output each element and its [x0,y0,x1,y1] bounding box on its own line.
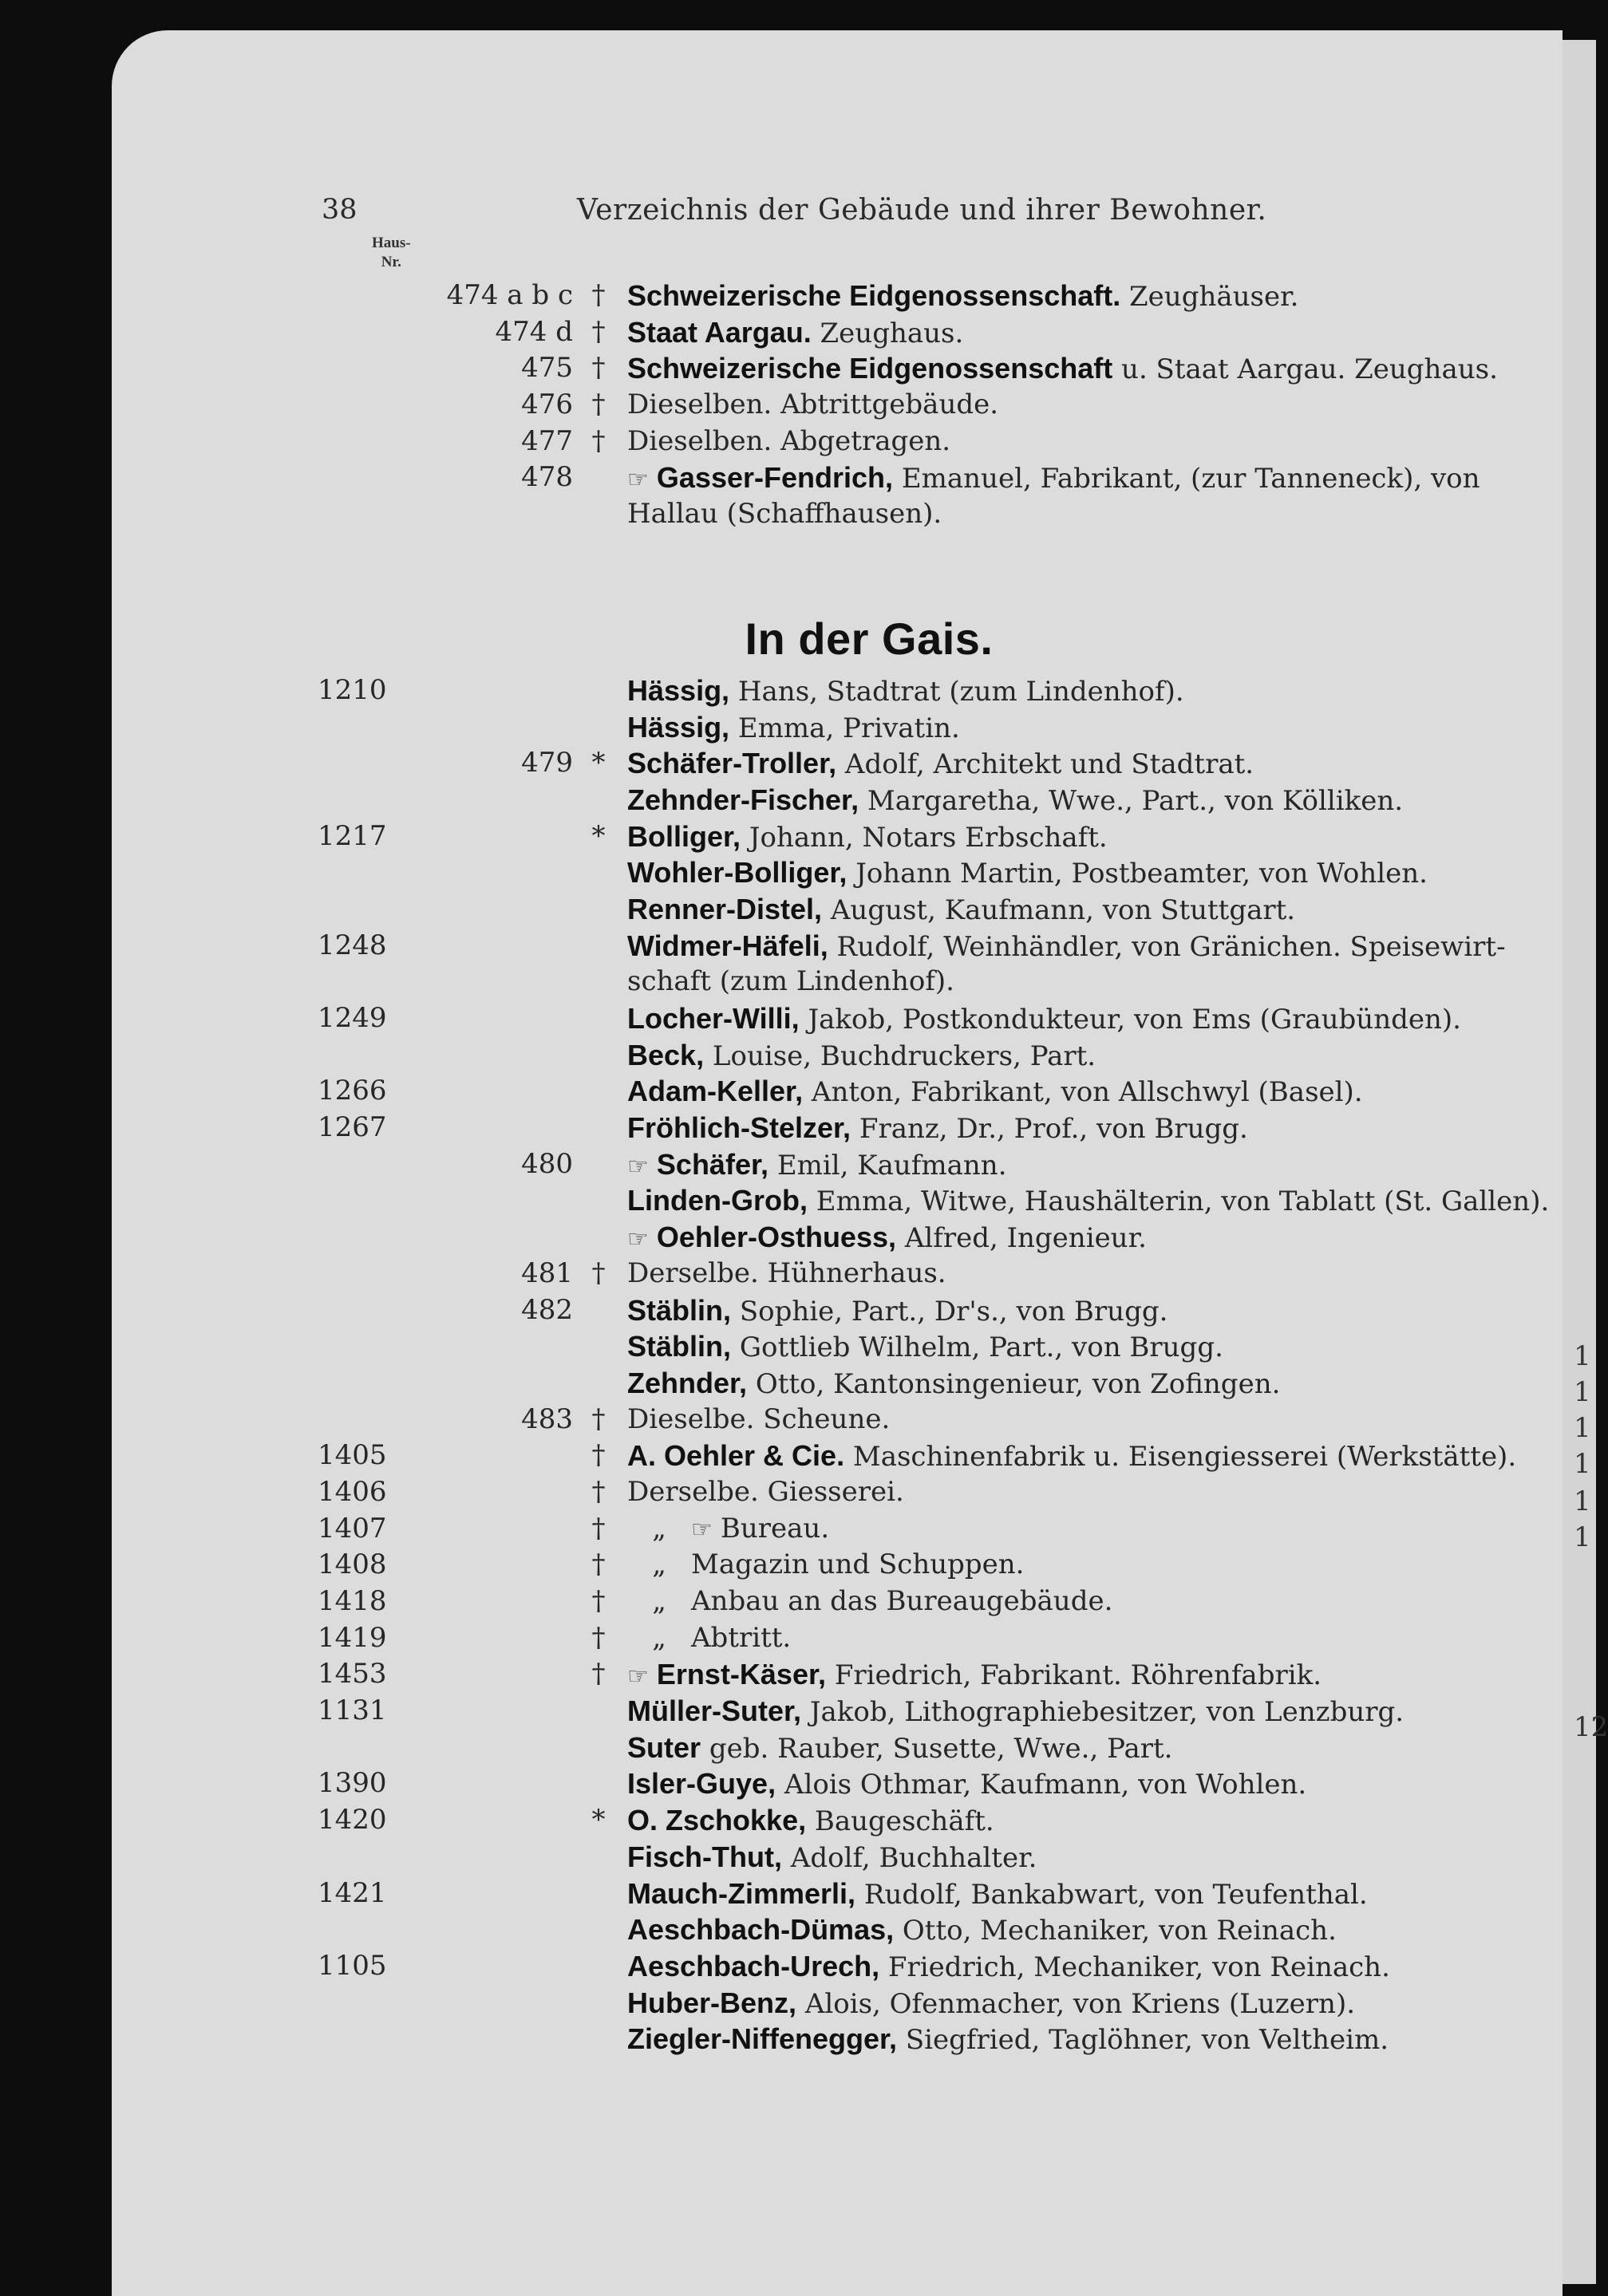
entry-text [627,496,1559,533]
entry-details: Abtritt. [691,1621,792,1654]
gais-entry-row [112,1985,1563,2022]
resident-name: A. Oehler & Cie. [627,1439,845,1473]
resident-name: Müller-Suter, [627,1694,802,1728]
building-number: 1421 [318,1876,387,1909]
dagger-mark: † [591,1658,606,1690]
entry-details: Sophie, Part., Dr's., von Brugg. [739,1295,1168,1327]
entry-text [627,709,1559,748]
entry-text [627,1182,1559,1221]
gais-entry-row [112,709,1563,746]
entry-details: Alfred, Ingenieur. [904,1222,1147,1255]
gais-entry-row [112,1110,1563,1146]
dagger-mark: † [591,1475,606,1508]
gais-entry-row [112,1839,1563,1876]
entry-text [627,928,1559,966]
entry-details: August, Kaufmann, von Stuttgart. [830,894,1296,926]
building-number: 1420 [318,1804,387,1836]
resident-name: Oehler-Osthuess, [656,1221,896,1254]
entry-text [627,1438,1559,1476]
resident-name: Schweizerische Eidgenossenschaft [627,352,1113,385]
resident-name: Fisch-Thut, [627,1840,782,1873]
entry-details: Dieselben. Abgetragen. [627,424,951,457]
next-page-digit: 1 [1574,1376,1591,1408]
entry-details: Adolf, Architekt und Stadtrat. [844,748,1254,781]
resident-name: Widmer-Häfeli, [627,929,828,962]
next-page-digit: 12 [1574,1711,1608,1743]
gais-entry-row [112,854,1563,891]
top-entry-row [112,350,1563,387]
resident-name: Adam-Keller, [627,1075,804,1108]
entry-details: Emil, Kaufmann. [776,1149,1007,1182]
building-number: 1105 [318,1949,387,1982]
house-number: 474 a b c [446,279,573,311]
entry-text [627,1620,1559,1657]
entry-details: Alois Othmar, Kaufmann, von Wohlen. [784,1769,1307,1801]
next-page-edge [1563,40,1608,2284]
house-number: 474 d [495,315,573,348]
resident-name: Renner-Distel, [627,892,823,925]
entry-text [627,1948,1559,1986]
resident-name: Stäblin, [627,1330,732,1363]
entry-text [627,1547,1559,1584]
house-number: 476 [521,389,573,421]
gais-entry-row [112,964,1563,1000]
gais-entry-row [112,1256,1563,1292]
entry-text [627,1693,1559,1731]
entry-text [627,673,1559,711]
entry-text [627,278,1559,316]
resident-name: Staat Aargau. [627,315,812,349]
entry-details: Emanuel, Fabrikant, (zur Tanneneck), von [901,463,1480,495]
ditto-mark: „ [652,1548,666,1581]
entry-details: Emma, Witwe, Haushälterin, von Tablatt (St. Gallen). [816,1185,1550,1218]
pointing-hand-icon: ☞ [627,1225,649,1254]
building-number: 1267 [318,1111,387,1144]
dagger-mark: † [591,1512,606,1544]
entry-details: Zeughaus. [820,317,964,349]
entry-text [627,854,1559,893]
gais-entry-row [112,1328,1563,1365]
resident-name: Huber-Benz, [627,1986,797,2019]
resident-name: Zehnder-Fischer, [627,783,859,816]
entry-text [627,460,1559,499]
asterisk-mark: * [591,819,606,852]
top-entry-row [112,460,1563,496]
resident-name: Beck, [627,1038,705,1071]
resident-name: Schäfer-Troller, [627,747,837,780]
gais-entry-row [112,1037,1563,1074]
next-page-digit: 1 [1574,1521,1591,1553]
entry-details: Hallau (Schaffhausen). [627,498,942,531]
section-spacer [112,533,1563,581]
dagger-mark: † [591,352,606,385]
building-number: 1131 [318,1694,387,1727]
entry-details: Magazin und Schuppen. [691,1548,1025,1581]
gais-entry-row [112,1802,1563,1839]
entry-text [627,1511,1559,1548]
top-entry-row [112,387,1563,424]
building-number: 1248 [318,929,387,961]
resident-name: Schäfer, [656,1147,768,1181]
gais-entry-row [112,1438,1563,1474]
resident-name: Bolliger, [627,819,741,853]
entry-text [627,1402,1559,1438]
top-entry-row [112,278,1563,314]
house-number: 475 [521,352,573,385]
resident-name: Isler-Guye, [627,1767,776,1801]
resident-name: Schweizerische Eidgenossenschaft. [627,279,1121,312]
dagger-mark: † [591,1621,606,1654]
building-number: 1249 [318,1002,387,1034]
gais-entry-row [112,673,1563,709]
entry-details: Baugeschäft. [814,1805,994,1838]
resident-name: Ziegler-Niffenegger, [627,2022,898,2056]
entry-details: Otto, Mechaniker, von Reinach. [902,1915,1337,1947]
entry-details: Siegfried, Taglöhner, von Veltheim. [905,2024,1389,2057]
entry-text [627,1110,1559,1148]
building-number: 1453 [318,1658,387,1690]
section-title: In der Gais. [745,613,994,664]
building-number: 1407 [318,1512,387,1544]
entry-details: Margaretha, Wwe., Part., von Kölliken. [867,784,1404,817]
gais-entry-row [112,2021,1563,2057]
entry-details: Hans, Stadtrat (zum Lindenhof). [737,675,1184,708]
pointing-hand-icon: ☞ [691,1515,713,1544]
dagger-mark: † [591,424,606,457]
house-number: 479 [521,747,573,779]
entry-text [627,1730,1559,1768]
resident-name: Suter [627,1730,701,1764]
house-number: 478 [521,461,573,494]
gais-entry-row [112,1876,1563,1912]
ditto-mark: „ [652,1512,666,1544]
house-number: 480 [521,1147,573,1180]
entry-text [627,1037,1559,1075]
entry-details: Dieselben. Abtrittgebäude. [627,389,999,421]
top-entry-row [112,496,1563,533]
entry-details: Zeughäuser. [1129,281,1299,313]
entry-text [627,1219,1559,1258]
entry-details: geb. Rauber, Susette, Wwe., Part. [709,1732,1173,1765]
entry-text [627,1876,1559,1914]
entry-details: Louise, Buchdruckers, Part. [712,1040,1096,1072]
resident-name: Aeschbach-Dümas, [627,1913,895,1947]
pointing-hand-icon: ☞ [627,1663,649,1691]
entry-details: Anbau an das Bureaugebäude. [691,1585,1113,1617]
top-entry-row [112,314,1563,351]
entry-text [627,1765,1559,1804]
resident-name: Locher-Willi, [627,1002,800,1035]
entry-details: Johann, Notars Erbschaft. [749,821,1108,854]
building-number: 1217 [318,819,387,852]
asterisk-mark: * [591,1804,606,1836]
entry-text [627,350,1559,389]
dagger-mark: † [591,279,606,311]
entry-text [627,1365,1559,1403]
gais-entry-row [112,1730,1563,1766]
next-page-digit: 1 [1574,1340,1591,1372]
entry-text [627,891,1559,929]
resident-name: Mauch-Zimmerli, [627,1876,856,1910]
pointing-hand-icon: ☞ [627,1152,649,1181]
entry-text [627,819,1559,857]
entry-details: Dieselbe. Scheune. [627,1402,891,1435]
gais-entry-row [112,1219,1563,1256]
entry-details: Alois, Ofenmacher, von Kriens (Luzern). [804,1987,1356,2020]
entry-text [627,1656,1559,1695]
entry-text [627,1000,1559,1039]
entry-text [627,314,1559,353]
building-number: 1419 [318,1621,387,1654]
gais-entry-row [112,1146,1563,1183]
entry-details: Anton, Fabrikant, von Allschwyl (Basel). [811,1076,1363,1109]
resident-name: Ernst-Käser, [656,1658,827,1691]
gais-entry-row [112,1365,1563,1402]
entry-text [627,1474,1559,1511]
resident-name: Fröhlich-Stelzer, [627,1111,851,1145]
gais-entry-row [112,1000,1563,1037]
haus-nr-column-label [372,234,411,272]
top-entry-row [112,424,1563,460]
dagger-mark: † [591,315,606,348]
dagger-mark: † [591,1256,606,1289]
gais-entry-row [112,782,1563,819]
entry-details: Adolf, Buchhalter. [790,1841,1037,1874]
entry-details: Jakob, Postkondukteur, von Ems (Graubünden). [808,1004,1461,1036]
entry-text [627,1073,1559,1111]
entry-text [627,1584,1559,1620]
entry-details: Johann Martin, Postbeamter, von Wohlen. [855,858,1428,890]
resident-name: Hässig, [627,673,730,707]
entry-details: Emma, Privatin. [737,712,960,744]
dagger-mark: † [591,1402,606,1435]
resident-name: Stäblin, [627,1293,732,1327]
gais-entry-row [112,1182,1563,1219]
house-number: 482 [521,1293,573,1326]
entry-text [627,1146,1559,1185]
entry-details: Rudolf, Bankabwart, von Teufenthal. [863,1878,1368,1911]
page-header [112,194,1563,234]
entry-text [627,1292,1559,1331]
gais-entry-row [112,928,1563,965]
gais-entry-row [112,1693,1563,1730]
ditto-mark: „ [652,1621,666,1654]
gais-entry-row [112,819,1563,855]
entry-text [627,1985,1559,2023]
entry-details: u. Staat Aargau. Zeughaus. [1121,353,1498,386]
gais-entry-row [112,1474,1563,1511]
resident-name: Linden-Grob, [627,1184,808,1217]
entry-details: Rudolf, Weinhändler, von Gränichen. Speisewirt- [836,930,1506,963]
gais-entry-row [112,1911,1563,1948]
gais-entry-row [112,1620,1563,1657]
resident-name: Zehnder, [627,1366,748,1399]
entry-details: Jakob, Lithographiebesitzer, von Lenzburg. [809,1696,1405,1729]
building-number: 1418 [318,1585,387,1617]
building-number: 1390 [318,1767,387,1800]
entry-text [627,2021,1559,2059]
pointing-hand-icon: ☞ [627,466,649,495]
entry-text [627,964,1559,1000]
building-number: 1405 [318,1439,387,1472]
gais-entry-row [112,891,1563,928]
entry-text [627,1802,1559,1840]
dagger-mark: † [591,1548,606,1581]
entry-details: Maschinenfabrik u. Eisengiesserei (Werkstätte). [852,1441,1517,1473]
resident-name: Gasser-Fendrich, [656,461,894,495]
gais-entry-row [112,1511,1563,1548]
entry-details: Derselbe. Giesserei. [627,1475,904,1508]
resident-name: Aeschbach-Urech, [627,1949,880,1982]
gais-entry-row [112,1292,1563,1329]
next-page-digit: 1 [1574,1485,1591,1517]
building-number: 1266 [318,1075,387,1107]
house-number: 481 [521,1256,573,1289]
entry-text [627,1256,1559,1292]
house-number: 477 [521,424,573,457]
building-number: 1408 [318,1548,387,1581]
gais-entry-row [112,1073,1563,1110]
entry-details: Derselbe. Hühnerhaus. [627,1256,946,1289]
entry-text [627,1328,1559,1367]
building-number: 1210 [318,673,387,706]
entry-details: Friedrich, Mechaniker, von Reinach. [887,1951,1390,1983]
entry-details: schaft (zum Lindenhof). [627,965,954,998]
column-label-line: Haus- [372,235,411,251]
ditto-mark: „ [652,1585,666,1617]
gais-entry-row [112,1402,1563,1438]
resident-name: Wohler-Bolliger, [627,856,847,890]
book-page [112,30,1563,2296]
next-page-digit: 1 [1574,1448,1591,1480]
gais-entry-row [112,1948,1563,1985]
dagger-mark: † [591,1585,606,1617]
entry-text [627,387,1559,424]
entry-details: Friedrich, Fabrikant. Röhrenfabrik. [834,1659,1322,1692]
dagger-mark: † [591,1439,606,1472]
entry-details: Bureau. [720,1512,830,1544]
gais-entry-row [112,1547,1563,1584]
next-page-digit: 1 [1574,1412,1591,1444]
gais-entry-row [112,1584,1563,1620]
entry-details: Franz, Dr., Prof., von Brugg. [859,1113,1248,1146]
resident-name: Hässig, [627,710,730,744]
house-number: 483 [521,1402,573,1435]
entry-text [627,745,1559,783]
asterisk-mark: * [591,747,606,779]
entry-details: Otto, Kantonsingenieur, von Zofingen. [755,1367,1281,1400]
entry-text [627,1839,1559,1877]
page-number: 38 [322,194,358,226]
running-title: Verzeichnis der Gebäude und ihrer Bewohner. [577,194,1267,227]
entry-details: Gottlieb Wilhelm, Part., von Brugg. [739,1331,1223,1364]
gais-entry-row [112,745,1563,782]
column-label-line: Nr. [381,254,401,270]
directory-listing [112,278,1563,2057]
resident-name: O. Zschokke, [627,1804,807,1837]
entry-text [627,1911,1559,1950]
entry-text [627,782,1559,820]
building-number: 1406 [318,1475,387,1508]
entry-text [627,424,1559,460]
dagger-mark: † [591,389,606,421]
gais-entry-row [112,1765,1563,1802]
gais-entry-row [112,1656,1563,1693]
